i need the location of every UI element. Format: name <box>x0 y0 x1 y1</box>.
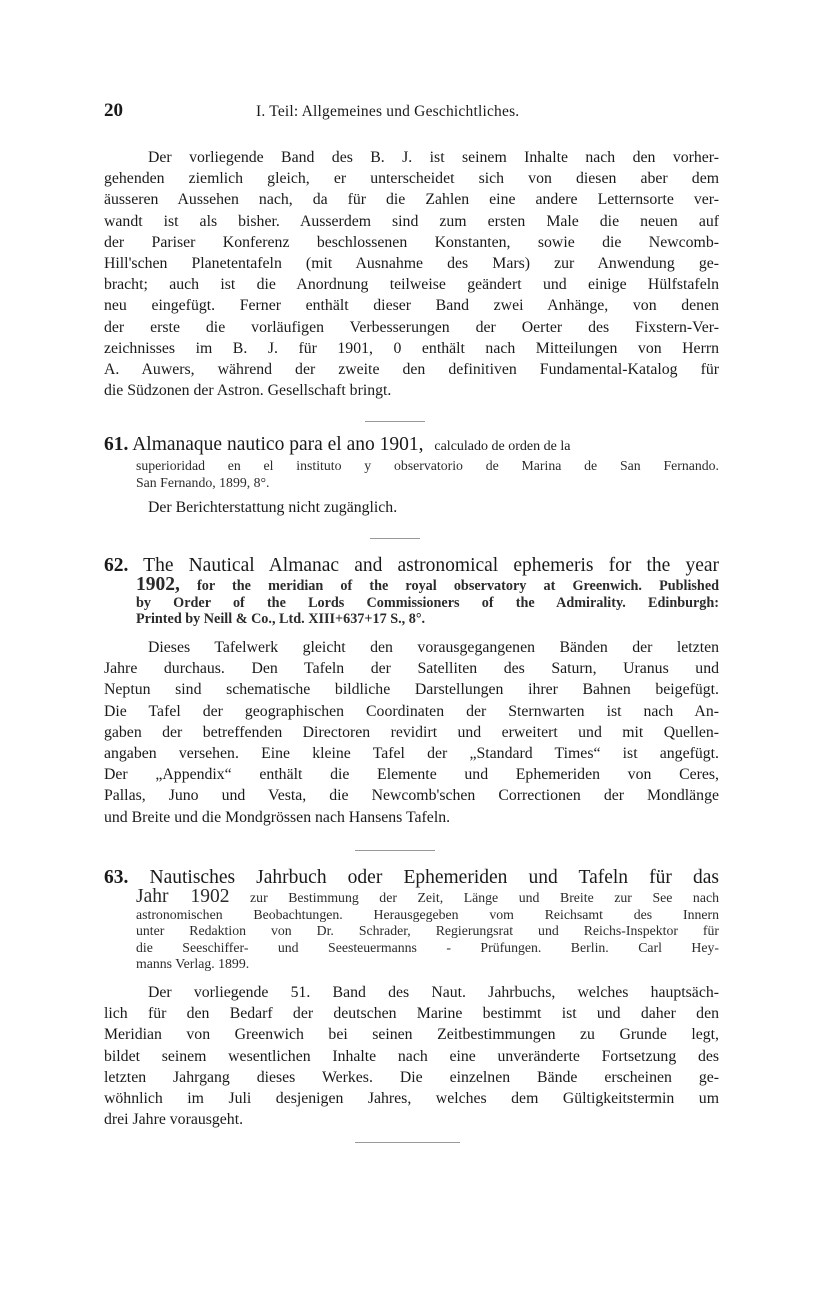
entry-61-body <box>148 497 708 518</box>
text-line: Die Tafel der geographischen Coordinaten der Sternwarten ist nach An- <box>104 702 719 720</box>
entry-bibliographic <box>104 886 719 973</box>
text-line: bracht; auch ist die Anordnung teilweise geändert und einige Hülfstafeln <box>104 276 719 294</box>
text-line: Hill'schen Planetentafeln (mit Ausnahme des Mars) zur Anwendung ge- <box>104 255 719 273</box>
entry-title: The Nautical Almanac and astronomical ephemeris for the year <box>143 555 719 576</box>
text-line: Neptun sind schematische bildliche Darstellungen ihrer Bahnen beigefügt. <box>104 681 719 699</box>
page-header <box>104 100 719 128</box>
entry-61 <box>104 433 719 491</box>
text-line: Pallas, Juno und Vesta, die Newcomb'schen Correctionen der Mondlänge <box>104 787 719 805</box>
entry-number: 63. <box>104 867 129 888</box>
text-line <box>136 574 720 595</box>
entry-title-rest: calculado de orden de la <box>434 439 571 454</box>
page-number: 20 <box>104 100 123 121</box>
entry-year: 1902, <box>136 574 180 595</box>
text-line: Der „Appendix“ enthält die Elemente und Ephemeriden von Ceres, <box>104 766 719 784</box>
section-divider <box>355 850 435 851</box>
entry-year: Jahr 1902 <box>136 886 230 907</box>
text-line: lich für den Bedarf der deutschen Marine bestimmt ist und daher den <box>104 1005 719 1023</box>
text-line: manns Verlag. 1899. <box>136 956 250 971</box>
text-line: Jahre durchaus. Den Tafeln der Satelliten des Saturn, Uranus und <box>104 660 719 678</box>
entry-subtitle: zur Bestimmung der Zeit, Länge und Breite zur See nach <box>250 890 719 905</box>
text-line: bildet seinem wesentlichen Inhalte nach eine unveränderte Fortsetzung des <box>104 1047 719 1065</box>
section-divider <box>355 1142 460 1143</box>
text-line: und Breite und die Mondgrössen nach Hansens Tafeln. <box>104 808 451 826</box>
entry-title: Almanaque nautico para el ano 1901, <box>132 434 424 455</box>
text-line: Printed by Neill & Co., Ltd. XIII+637+17 S., 8°. <box>136 611 426 627</box>
entry-number: 62. <box>104 555 129 576</box>
text-line: Der vorliegende 51. Band des Naut. Jahrbuchs, welches hauptsäch- <box>148 984 719 1001</box>
entry-subtitle: for the meridian of the royal observatory at Greenwich. Published <box>197 578 720 594</box>
text-line: angaben versehen. Eine kleine Tafel der „Standard Times“ ist angefügt. <box>104 745 719 763</box>
text-line: der Pariser Konferenz beschlossenen Konstanten, sowie die Newcomb- <box>104 233 719 251</box>
text-line: astronomischen Beobachtungen. Herausgegeben vom Reichsamt des Innern <box>136 906 719 922</box>
text-line <box>136 886 719 907</box>
text-line: A. Auwers, während der zweite den definitiven Fundamental-Katalog für <box>104 361 719 379</box>
text-line: gehenden ziemlich gleich, er unterscheidet sich von diesen aber dem <box>104 170 719 188</box>
text-line: wöhnlich im Juli desjenigen Jahres, welches dem Gültigkeitstermin um <box>104 1090 719 1108</box>
intro-paragraph <box>104 147 719 401</box>
text-line: neu eingefügt. Ferner enthält dieser Band zwei Anhänge, von denen <box>104 297 719 315</box>
text-line: Der Berichterstattung nicht zugänglich. <box>148 499 398 516</box>
entry-62 <box>104 554 719 628</box>
text-line: gaben der betreffenden Directoren revidirt und erweitert und mit Quellen- <box>104 723 719 741</box>
entry-title: Nautisches Jahrbuch oder Ephemeriden und Tafeln für das <box>149 867 719 888</box>
entry-bibliographic <box>104 574 720 628</box>
entry-number: 61. <box>104 434 129 455</box>
text-line: wandt ist als bisher. Ausserdem sind zum ersten Male die neuen auf <box>104 212 719 230</box>
entry-bibliographic <box>104 458 719 491</box>
text-line: die Südzonen der Astron. Gesellschaft bringt. <box>104 382 392 400</box>
text-line: Meridian von Greenwich bei seinen Zeitbestimmungen zu Grunde legt, <box>104 1026 719 1044</box>
entry-title-line <box>104 554 719 577</box>
text-line: Dieses Tafelwerk gleicht den vorausgegangenen Bänden der letzten <box>148 639 719 656</box>
text-line: by Order of the Lords Commissioners of the Admirality. Edinburgh: <box>136 594 719 611</box>
text-line: superioridad en el instituto y observatorio de Marina de San Fernando. <box>136 458 719 473</box>
text-line: letzten Jahrgang dieses Werkes. Die einzelnen Bände erscheinen ge- <box>104 1068 719 1086</box>
entry-62-body <box>104 637 719 828</box>
text-line: äusseren Aussehen nach, da für die Zahlen eine andere Letternsorte ver- <box>104 191 719 209</box>
section-divider <box>370 538 420 539</box>
text-line: San Fernando, 1899, 8°. <box>136 474 270 490</box>
text-line: der erste die vorläufigen Verbesserungen der Oerter des Fixstern-Ver- <box>104 318 719 336</box>
entry-title-line <box>104 433 719 458</box>
entry-63 <box>104 866 719 973</box>
entry-63-body <box>104 982 719 1130</box>
running-head: I. Teil: Allgemeines und Geschichtliches. <box>256 103 520 120</box>
section-divider <box>365 421 425 422</box>
text-line: drei Jahre vorausgeht. <box>104 1111 244 1129</box>
text-line: Der vorliegende Band des B. J. ist seinem Inhalte nach den vorher- <box>148 149 719 166</box>
text-line: zeichnisses im B. J. für 1901, 0 enthält nach Mitteilungen von Herrn <box>104 339 719 357</box>
text-line: unter Redaktion von Dr. Schrader, Regierungsrat und Reichs-Inspektor für <box>136 923 719 938</box>
text-line: die Seeschiffer- und Seesteuermanns - Prüfungen. Berlin. Carl Hey- <box>136 939 719 955</box>
